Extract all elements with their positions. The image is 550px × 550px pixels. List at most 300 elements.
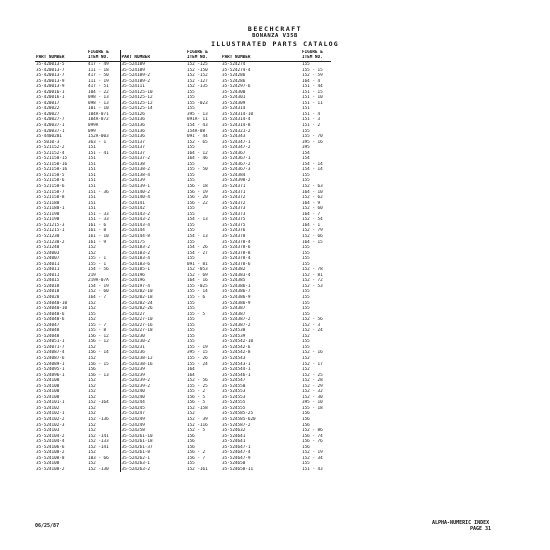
figure-item-cell: 156 - 22: [187, 200, 208, 206]
figure-item-cell: 156 - 12: [88, 333, 109, 339]
part-number-cell: 35-524103: [36, 428, 60, 434]
figure-item-cell: 151 - 4: [302, 111, 321, 117]
figure-item-cell: 161 - 10: [88, 233, 109, 239]
part-number-cell: 35-524141: [120, 201, 186, 207]
part-number-cell: 35-524372: [222, 195, 246, 201]
figure-item-cell: 164 - 10: [302, 189, 323, 195]
part-number-cell: 35-524650: [222, 461, 246, 467]
part-number-cell: 35-521158-15: [36, 156, 68, 162]
part-number-cell: 35-420027: [36, 111, 60, 117]
figure-item-cell: 154 - 14: [302, 167, 323, 173]
figure-item-cell: 152 - 69: [187, 272, 208, 278]
part-number-cell: 35-521158-5: [36, 172, 65, 178]
part-number-cell: 35-524048: [36, 333, 60, 339]
figure-item-cell: 155: [187, 328, 195, 334]
part-number-cell: 35-524387-2: [222, 317, 251, 323]
figure-item-cell: 151: [88, 167, 96, 173]
figure-item-cell: 219: [88, 272, 96, 278]
figure-item-cell: 152 - 29: [302, 383, 323, 389]
catalog-title: ILLUSTRATED PARTS CATALOG: [211, 40, 339, 48]
figure-item-cell: 151 - 11: [302, 100, 323, 106]
part-number-cell: 35-524386-9: [222, 300, 251, 306]
figure-item-cell: 164 - 16: [187, 278, 208, 284]
part-number-cell: 35-524647-1: [222, 444, 251, 450]
figure-item-cell: 156: [187, 433, 195, 439]
part-number-cell: 35-524321-2: [222, 128, 251, 134]
part-number-cell: 35-524384: [222, 172, 246, 178]
figure-item-cell: 156 - 5: [187, 394, 206, 400]
part-number-cell: 35-524238-12: [120, 356, 186, 362]
part-number-cell: 35-524632: [222, 428, 246, 434]
figure-item-cell: 151: [88, 172, 96, 178]
figure-item-cell: 164 - 15: [302, 239, 323, 245]
part-number-cell: 35-524011: [36, 267, 60, 273]
part-number-cell: 35-524175: [120, 240, 186, 246]
figure-item-cell: 155: [187, 89, 195, 95]
figure-item-cell: 152 -158: [187, 405, 208, 411]
figure-item-cell: 155: [187, 206, 195, 212]
part-number-cell: 35-524136: [120, 134, 186, 140]
figure-item-cell: 152 -164: [88, 400, 109, 406]
figure-item-cell: 152: [88, 383, 96, 389]
figure-item-cell: 152 -150: [187, 67, 208, 73]
part-number-cell: 35-524137: [120, 151, 186, 157]
figure-item-cell: 151 - 43: [302, 466, 323, 472]
part-number-cell: 35-524095-1: [36, 367, 65, 373]
part-number-cell: 35-524100: [36, 383, 60, 389]
part-number-cell: 35-524383-4: [222, 272, 251, 278]
parts-index-table: [35, 50, 331, 472]
figure-item-cell: 156 - 5: [187, 400, 206, 406]
figure-item-cell: 091 - 81: [187, 261, 208, 267]
figure-item-cell: 156: [302, 411, 310, 417]
part-number-cell: 35-420037-1: [36, 128, 65, 134]
part-number-cell: 35-524367-2: [222, 161, 251, 167]
figure-item-cell: 151 - 33: [88, 211, 109, 217]
part-number-cell: 35-420013-7: [36, 67, 65, 73]
figure-item-cell: 152 - 32: [302, 389, 323, 395]
figure-item-cell: 155: [187, 317, 195, 323]
figure-item-cell: 155 - 70: [302, 134, 323, 140]
part-number-cell: 35-524262-1: [120, 456, 186, 462]
part-number-cell: 35-524553: [222, 394, 246, 400]
figure-item-cell: 155: [302, 261, 310, 267]
figure-item-cell: 155 - 19: [187, 344, 208, 350]
figure-item-cell: 152 - 24: [302, 328, 323, 334]
part-number-cell: 35-524553: [222, 389, 246, 395]
part-number-cell: 35-4400201: [36, 134, 62, 140]
part-number-cell: 35-524297-6: [222, 84, 251, 90]
part-number-cell: 35-521180-1: [36, 206, 65, 212]
figure-item-cell: 104A-072: [88, 117, 109, 123]
figure-header: FIGURE &: [88, 50, 109, 55]
page-footer: [432, 520, 491, 532]
figure-item-cell: 151: [88, 200, 96, 206]
figure-item-cell: 151 - 36: [88, 189, 109, 195]
part-number-cell: 35-524125-12: [120, 95, 186, 101]
part-number-cell: 35-524143-4: [120, 223, 186, 229]
figure-item-cell: 152 - 16: [302, 350, 323, 356]
figure-item-cell: 155 -025: [187, 283, 208, 289]
part-number-cell: 35-524100: [36, 394, 60, 400]
part-number-cell: 35-524096-1: [36, 372, 65, 378]
figure-item-cell: 154: [302, 150, 310, 156]
part-number-cell: 35-524142: [120, 206, 186, 212]
item-no-header: ITEM NO.: [187, 55, 208, 60]
part-number-cell: 35-524398-2: [222, 178, 251, 184]
figure-item-cell: 156 - 13: [88, 372, 109, 378]
part-number-cell: 35-524137: [120, 140, 186, 146]
part-number-cell: 35-524136: [120, 123, 186, 129]
figure-item-cell: 151: [88, 195, 96, 201]
figure-item-cell: 152: [88, 245, 96, 251]
part-number-cell: 35-524007: [36, 256, 60, 262]
figure-item-cell: 417 - 50: [88, 73, 109, 79]
part-number-cell: 35-524373: [222, 211, 246, 217]
figure-item-cell: 152 - 86: [302, 428, 323, 434]
part-number-cell: 35-524109: [120, 68, 186, 74]
part-number-cell: 35-524102-3: [36, 422, 65, 428]
part-number-cell: 35-524539: [222, 333, 246, 339]
part-number-cell: 35-524144: [120, 228, 186, 234]
part-number-cell: 35-524109-2: [120, 79, 186, 85]
part-number-cell: 35-524258: [120, 428, 186, 434]
figure-item-cell: 164 - 12: [187, 150, 208, 156]
revision-date: 06/25/87: [35, 523, 60, 529]
part-number-cell: 35-524547: [222, 378, 246, 384]
figure-item-cell: 152: [88, 428, 96, 434]
figure-item-cell: 156: [187, 444, 195, 450]
part-number-cell: 35-524231: [120, 345, 186, 351]
catalog-brand: BEECHCRAFT: [247, 25, 303, 33]
part-number-cell: 35-521158-8: [36, 195, 65, 201]
figure-item-cell: 156: [302, 444, 310, 450]
figure-item-cell: 152A-003: [88, 134, 109, 140]
figure-item-cell: 152 - 5: [187, 428, 206, 434]
part-number-cell: 35-524125-14: [120, 106, 186, 112]
figure-item-cell: 152 - 17: [302, 361, 323, 367]
part-number-cell: 35-524136: [120, 129, 186, 135]
figure-item-cell: 155: [302, 461, 310, 467]
part-number-cell: 35-524089-1: [36, 361, 65, 367]
part-number-cell: 35-524108-8: [36, 455, 65, 461]
figure-item-cell: 154A-08: [187, 128, 206, 134]
figure-item-cell: 152 - 39: [187, 417, 208, 422]
table-row: [35, 467, 331, 473]
part-number-cell: 35-524143-2: [120, 212, 186, 218]
part-number-cell: 35-524100: [36, 378, 60, 384]
part-number-cell: 35-524585-620: [222, 417, 256, 422]
figure-item-cell: 155: [187, 333, 195, 339]
part-number-cell: 35-524641: [222, 439, 246, 445]
figure-item-cell: 155 - 26: [187, 355, 208, 361]
figure-item-cell: 151 - 10: [302, 95, 323, 101]
figure-item-cell: 152 - 3: [302, 322, 321, 328]
part-number-cell: 35-524587-2: [222, 422, 251, 428]
part-number-cell: 35-524542-6: [222, 344, 251, 350]
figure-item-cell: 152 - 72: [302, 278, 323, 284]
part-number-cell: 35-524183-6: [120, 262, 186, 268]
figure-item-cell: 155 - 8: [88, 328, 107, 334]
figure-item-cell: 155: [302, 300, 310, 306]
part-number-cell: 35-524028: [36, 294, 60, 300]
figure-item-cell: 152 - 60: [88, 289, 109, 295]
part-number-header: PART NUMBER: [120, 55, 186, 60]
part-number-cell: 35-524378-6: [222, 261, 251, 267]
part-number-cell: 35-524106-6: [36, 444, 65, 450]
figure-item-cell: 155 - 50: [187, 167, 208, 173]
figure-item-cell: 155 - 5: [187, 311, 206, 317]
part-number-cell: 35-524109-2: [120, 73, 186, 79]
part-number-cell: 35-524138-4: [120, 173, 186, 179]
part-number-cell: 35-524196: [120, 278, 186, 284]
part-number-cell: 35-524387: [222, 306, 246, 312]
part-number-cell: 35-420016-1: [36, 89, 65, 95]
part-number-cell: 35-524196: [120, 273, 186, 279]
figure-item-cell: 155: [302, 306, 310, 312]
part-number-cell: 35-524183-4: [120, 256, 186, 262]
part-number-cell: 35-524018: [36, 283, 60, 289]
part-number-cell: 35-524542-10: [222, 339, 254, 345]
figure-item-cell: 156 - 19: [187, 189, 208, 195]
part-number-cell: 35-524071-7: [36, 344, 65, 350]
part-number-cell: 35-521158-6: [36, 178, 65, 184]
figure-item-cell: 155 - 6: [187, 294, 206, 300]
figure-item-cell: 152: [302, 367, 310, 373]
figure-item-cell: 155 - 1: [88, 261, 107, 267]
part-number-cell: 35-521152-2: [36, 145, 65, 151]
figure-item-cell: 164 - 9: [302, 200, 321, 206]
part-number-cell: 35-420017: [36, 100, 60, 106]
part-number-cell: 35-524249: [120, 423, 186, 429]
part-number-cell: 35-524143-2: [120, 217, 186, 223]
part-number-cell: 35-524367-1: [222, 156, 251, 162]
figure-item-cell: 152: [302, 355, 310, 361]
part-number-cell: 35-524249: [120, 417, 186, 423]
figure-item-cell: 152 - 56: [302, 317, 323, 323]
figure-item-cell: 151: [88, 145, 96, 151]
part-number-cell: 35-524104-4: [36, 439, 65, 445]
part-number-cell: 35-524382: [222, 267, 246, 273]
figure-item-cell: 152: [88, 405, 96, 411]
part-number-cell: 35-524387: [222, 311, 246, 317]
figure-item-cell: 155 -023: [187, 100, 208, 106]
figure-item-cell: 164: [187, 372, 195, 378]
part-number-cell: 35-524367: [222, 150, 246, 156]
figure-item-cell: 099: [88, 128, 96, 134]
figure-item-cell: 151 - 33: [88, 217, 109, 223]
figure-item-cell: 161 - 8: [88, 228, 107, 234]
part-number-cell: 35-524240: [120, 389, 186, 395]
part-number-cell: 35-420022: [36, 106, 60, 112]
part-number-cell: 35-524109: [120, 62, 186, 68]
part-number-cell: 35-524108: [36, 461, 60, 467]
figure-item-cell: 152 - 54: [302, 217, 323, 223]
part-number-cell: 35-524263-1: [120, 461, 186, 467]
figure-item-cell: 152: [88, 411, 96, 417]
figure-item-cell: 152: [302, 333, 310, 339]
figure-item-cell: 152 -116: [187, 422, 208, 428]
part-number-cell: 35-524387-2: [222, 322, 251, 328]
part-number-cell: 35-524239-2: [120, 378, 186, 384]
figure-item-cell: 155: [187, 339, 195, 345]
part-number-cell: 35-524641: [222, 433, 246, 439]
figure-item-cell: 155 - 18: [302, 405, 323, 411]
table-header: [35, 50, 331, 62]
figure-item-cell: 152 -135: [187, 84, 208, 90]
part-number-cell: 35-524386-1: [222, 283, 251, 289]
part-number-cell: 35-524261-18: [120, 439, 186, 445]
part-number-cell: 35-524018: [36, 289, 60, 295]
figure-item-cell: 155: [187, 145, 195, 151]
part-number-cell: 35-524555: [222, 400, 246, 406]
figure-item-cell: 155 - 7: [88, 322, 107, 328]
part-number-cell: 35-524546-1: [222, 372, 251, 378]
part-number-cell: 35-524286: [222, 78, 246, 84]
figure-item-cell: 155: [88, 311, 96, 317]
figure-item-cell: 154 - 26: [187, 245, 208, 251]
part-number-cell: 35-524585-25: [222, 411, 254, 417]
part-number-cell: 35-524274: [222, 62, 246, 67]
figure-item-cell: 098 - 13: [88, 100, 109, 106]
part-number-cell: 35-524385: [222, 278, 246, 284]
part-number-cell: 35-524263-2: [120, 467, 186, 473]
figure-item-cell: 103 - 66: [88, 455, 109, 461]
part-number-cell: 35-420013-9: [36, 84, 65, 90]
index-label: ALPHA-NUMERIC INDEX: [432, 520, 490, 526]
part-number-cell: 35-524040-6: [36, 311, 65, 317]
figure-item-cell: 417 - 51: [88, 84, 109, 90]
figure-item-cell: 152: [88, 344, 96, 350]
part-number-cell: 35-524102: [36, 405, 60, 411]
part-number-cell: 35-524051-1: [36, 339, 65, 345]
figure-item-cell: 152 - 63: [302, 184, 323, 190]
figure-item-cell: 152 -130: [88, 466, 109, 472]
figure-item-cell: 164 - 1: [302, 222, 321, 228]
part-number-cell: 35-524538: [222, 328, 246, 334]
part-number-cell: 35-524238-16: [120, 362, 186, 368]
part-number-cell: 35-524373: [222, 206, 246, 212]
figure-item-cell: 161 - 9: [88, 239, 107, 245]
figure-item-cell: 152 - 28: [302, 378, 323, 384]
figure-item-cell: 155: [187, 306, 195, 312]
part-number-cell: 35-524227-10: [120, 317, 186, 323]
figure-item-cell: 091 - 44: [187, 134, 208, 140]
figure-item-cell: 155 - 1: [88, 256, 107, 262]
part-number-cell: 35-524239: [120, 367, 186, 373]
part-number-cell: 35-524144-8: [120, 234, 186, 240]
part-number-cell: 35-524136: [120, 117, 186, 123]
part-number-cell: 35-524378-4: [222, 239, 251, 245]
part-number-cell: 35-420013-9: [36, 78, 65, 84]
figure-item-cell: 154 - 14: [302, 161, 323, 167]
figure-item-cell: 156: [302, 417, 310, 422]
figure-item-cell: 152 - 30: [302, 394, 323, 400]
part-number-cell: 35-524261-8: [120, 450, 186, 456]
part-number-cell: 35-524197-4: [120, 284, 186, 290]
part-number-cell: 35-524230-2: [120, 339, 186, 345]
part-number-cell: 35-524371: [222, 184, 246, 190]
part-number-cell: 35-521152-4: [36, 150, 65, 156]
part-number-cell: 35-524227-18: [120, 328, 186, 334]
figure-item-cell: 152 - 19: [302, 450, 323, 456]
part-number-cell: 35-524138: [120, 162, 186, 168]
part-number-cell: 35-524040-6: [36, 317, 65, 323]
part-number-cell: 35-521230-2: [36, 239, 65, 245]
figure-item-cell: 156 - 15: [88, 361, 109, 367]
part-number-cell: 35-420037-1: [36, 123, 65, 129]
part-number-cell: 35-420013-7: [36, 73, 65, 79]
part-number-cell: 35-524011: [36, 261, 60, 267]
part-number-cell: 35-524343: [222, 134, 246, 140]
figure-item-cell: 156: [88, 367, 96, 373]
figure-item-cell: 155: [302, 245, 310, 251]
part-number-cell: 35-524650-11: [222, 466, 254, 472]
figure-item-cell: 155: [302, 344, 310, 350]
figure-item-cell: 155: [302, 256, 310, 262]
part-number-cell: 35-524286: [222, 73, 246, 79]
figure-item-cell: 152: [88, 389, 96, 395]
figure-item-cell: 152 -136: [88, 417, 109, 422]
part-number-cell: 35-524126: [120, 112, 186, 118]
figure-item-cell: 155: [187, 161, 195, 167]
part-number-cell: 35-521158-16: [36, 167, 68, 173]
part-number-cell: 35-524300: [222, 89, 246, 95]
figure-header: FIGURE &: [187, 50, 208, 55]
part-number-cell: 35-524347-1: [222, 139, 251, 145]
figure-item-cell: 156 - 2: [187, 450, 206, 456]
part-number-cell: 35-524375: [222, 217, 246, 223]
item-no-header: ITEM NO.: [88, 55, 109, 60]
figure-item-cell: 099A: [88, 123, 99, 129]
figure-item-cell: 155 - 14: [187, 289, 208, 295]
catalog-model: BONANZA V35B: [252, 33, 298, 39]
part-number-cell: 35-524202-18: [120, 295, 186, 301]
figure-item-cell: 152 -141: [88, 444, 109, 450]
part-number-cell: 35-524309: [222, 100, 246, 106]
figure-item-cell: 152 - 65: [187, 139, 208, 145]
figure-item-cell: 156 - 7: [187, 455, 206, 461]
figure-item-cell: 152 - 56: [187, 378, 208, 384]
figure-item-cell: 152 - 79: [302, 228, 323, 234]
figure-item-cell: 154: [302, 156, 310, 162]
part-number-cell: 35-524376: [222, 228, 246, 234]
figure-item-cell: 155: [302, 62, 310, 67]
part-number-cell: 35-524047: [36, 322, 60, 328]
figure-item-cell: 152 - 81: [302, 272, 323, 278]
figure-item-cell: 156 - 14: [88, 350, 109, 356]
figure-item-cell: 154 - 13: [187, 217, 208, 223]
figure-item-cell: 155: [187, 211, 195, 217]
part-number-cell: 35-524314: [222, 106, 246, 112]
figure-item-cell: 151 - 2: [302, 123, 321, 129]
part-number-cell: 35-524647-4: [222, 450, 251, 456]
figure-item-cell: 155: [187, 95, 195, 101]
figure-item-cell: 154 - 27: [187, 250, 208, 256]
part-number-cell: 35-524544-1: [222, 367, 251, 373]
figure-item-cell: 161 - 6: [88, 222, 107, 228]
figure-item-cell: 395 - 15: [187, 350, 208, 356]
part-number-cell: 35-524011: [36, 272, 60, 278]
part-number-cell: 35-521158-16: [36, 161, 68, 167]
figure-item-cell: 091A- 11: [187, 117, 208, 123]
part-number-cell: 35-524138-2: [120, 167, 186, 173]
figure-item-cell: 164 - 4: [302, 78, 321, 84]
part-number-cell: 35-524239-2: [120, 384, 186, 390]
part-number-cell: 35-521190: [36, 217, 60, 223]
part-number-cell: 35-524543-1: [222, 361, 251, 367]
part-number-cell: 35-524183-2: [120, 245, 186, 251]
